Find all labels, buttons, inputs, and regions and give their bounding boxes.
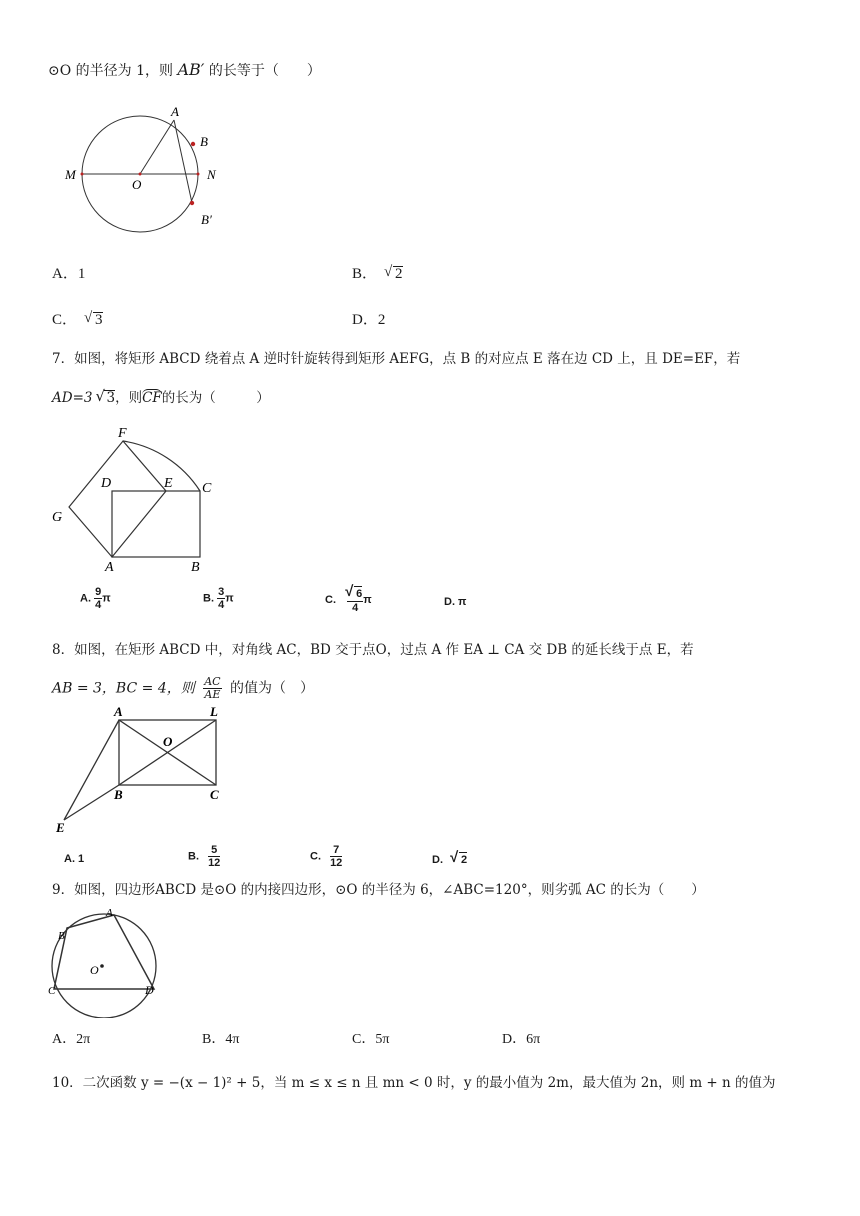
q7-line1: 7．如图，将矩形 ABCD 绕着点 A 逆时针旋转得到矩形 AEFG，点 B 的对应点 E 落在边 CD 上，且 DE=EF，若 <box>52 351 741 367</box>
q6-option-c-value: √ 3 <box>93 312 103 327</box>
q7-line2 <box>52 386 270 406</box>
q7-option-b-pi: π <box>225 592 234 605</box>
q9-option-a[interactable]: A．2π <box>52 1032 91 1047</box>
q8-line2-text-b: 的值为（ ） <box>230 680 315 697</box>
q6-option-a[interactable]: A．1 <box>52 266 86 282</box>
q8-option-d[interactable] <box>432 852 467 867</box>
q6-option-b-value: √ 2 <box>393 266 403 281</box>
q7-rectangle-figure <box>48 425 228 580</box>
q7-option-a-label: A. <box>80 592 91 605</box>
q9-option-c[interactable]: C．5π <box>352 1032 390 1047</box>
q7-option-c-num-wrap <box>347 586 363 602</box>
q8-option-b-label: B. <box>188 850 199 863</box>
q8-option-b-den: 12 <box>208 857 221 869</box>
q6-label-a: A <box>171 104 179 119</box>
q7-label-d: D <box>101 476 112 491</box>
q8-segment-ae <box>64 720 119 820</box>
q9-center-dot <box>100 964 104 968</box>
q9-label-a: A <box>106 907 113 919</box>
q7-option-b[interactable] <box>203 586 234 611</box>
q7-option-a-pi: π <box>102 592 111 605</box>
q6-point-b-prime <box>190 201 194 205</box>
q8-option-b-num: 5 <box>208 844 220 857</box>
q7-option-c-frac <box>347 586 363 614</box>
q6-option-c[interactable] <box>52 308 103 329</box>
q8-option-d-value: √ 2 <box>459 852 467 867</box>
q7-option-d[interactable]: D. π <box>444 596 467 608</box>
q9-option-d[interactable]: D．6π <box>502 1032 541 1047</box>
q6-label-b-prime: B′ <box>201 212 212 227</box>
q8-option-c-label: C. <box>310 850 321 863</box>
q8-label-a: A <box>114 704 123 719</box>
q7-label-e: E <box>164 476 173 491</box>
q6-segment-oa <box>140 120 174 174</box>
q8-label-l: L <box>210 704 218 719</box>
q6-stem-text-b: 的长等于（ ） <box>204 63 321 79</box>
q9-line1: 9．如图，四边形ABCD 是⊙O 的内接四边形，⊙O 的半径为 6，∠ABC=120°，则劣弧 AC 的长为（ ） <box>52 882 705 898</box>
q6-label-b: B <box>200 134 208 149</box>
q9-circle <box>52 914 156 1018</box>
q7-option-a-frac <box>94 586 102 611</box>
q6-stem <box>48 60 321 80</box>
q6-point-n <box>197 173 200 176</box>
q6-point-o <box>139 173 142 176</box>
q7-rect-abcd <box>112 491 200 557</box>
q6-option-b[interactable] <box>352 262 403 283</box>
q7-label-c: C <box>202 481 212 496</box>
q7-option-c-label: C. <box>325 593 336 606</box>
q7-option-b-frac <box>217 586 225 611</box>
q7-option-a-den: 4 <box>95 599 102 611</box>
q7-option-b-num: 3 <box>218 586 225 598</box>
q8-label-e: E <box>56 820 65 835</box>
q8-label-c: C <box>210 787 219 802</box>
q7-line2-ad: AD=3 <box>52 390 93 406</box>
q7-option-c-den: 4 <box>352 602 359 614</box>
q8-frac <box>203 676 221 701</box>
q7-option-c-pi: π <box>363 593 372 606</box>
q6-stem-text-a: ⊙O 的半径为 1，则 <box>48 63 178 79</box>
q7-option-b-label: B. <box>203 592 214 605</box>
q8-frac-num: AC <box>204 675 221 688</box>
q7-line2-text-b: ，则 <box>115 390 143 406</box>
q8-rectangle-figure <box>50 702 230 837</box>
q7-line2-arc: CF <box>142 390 162 406</box>
q7-option-b-den: 4 <box>218 599 225 611</box>
q9-label-o: O <box>90 963 99 977</box>
q7-label-a: A <box>105 560 114 575</box>
q7-arc-cf <box>123 441 200 491</box>
q8-option-d-label: D. <box>432 854 443 866</box>
q6-label-m: M <box>65 167 76 182</box>
q6-label-n: N <box>207 167 216 182</box>
q8-line2 <box>52 676 314 701</box>
q6-option-d[interactable]: D．2 <box>352 312 386 328</box>
q7-label-f: F <box>118 426 127 441</box>
q6-label-o: O <box>132 177 142 192</box>
q8-option-c-num: 7 <box>330 844 342 857</box>
q6-stem-ab: AB′ <box>177 60 205 79</box>
q6-point-m <box>81 173 84 176</box>
q7-option-a-num: 9 <box>95 586 102 598</box>
q7-option-c-num: √ 6 <box>354 586 362 601</box>
q9-label-d: D <box>145 983 154 997</box>
q9-option-b[interactable]: B．4π <box>202 1032 240 1047</box>
q8-label-b: B <box>114 787 123 802</box>
q9-quadrilateral-abcd <box>54 915 154 989</box>
q8-option-b-frac <box>208 844 220 869</box>
q8-option-a[interactable]: A. 1 <box>64 853 85 865</box>
q7-line2-sqrt: √ 3 <box>104 390 115 405</box>
q8-frac-den: AE <box>204 688 221 701</box>
q6-segment-ab-prime <box>174 120 192 203</box>
q7-option-c[interactable] <box>325 586 372 614</box>
q6-option-c-label: C． <box>52 312 78 328</box>
q9-circle-figure <box>44 906 169 1018</box>
q6-option-b-label: B． <box>352 266 378 282</box>
q8-option-c-den: 12 <box>330 857 343 869</box>
q9-label-c: C <box>48 985 56 997</box>
q8-line2-text-a: AB = 3，BC = 4，则 <box>52 680 195 697</box>
q7-label-b: B <box>191 560 200 575</box>
q7-rect-aefg <box>69 441 166 557</box>
q9-label-b: B <box>58 930 65 942</box>
q8-option-c[interactable] <box>310 844 342 869</box>
q8-option-c-frac <box>330 844 342 869</box>
q8-label-o: O <box>163 734 173 749</box>
q8-option-b[interactable] <box>188 844 220 869</box>
q7-label-g: G <box>52 510 63 525</box>
q6-point-b <box>191 142 195 146</box>
q8-line1: 8．如图，在矩形 ABCD 中，对角线 AC，BD 交于点O，过点 A 作 EA ⊥ CA 交 DB 的延长线于点 E，若 <box>52 642 694 658</box>
q10-line1: 10．二次函数 y = −(x − 1)² + 5，当 m ≤ x ≤ n 且 mn < 0 时，y 的最小值为 2m，最大值为 2n，则 m + n 的值为 <box>52 1075 776 1091</box>
q6-circle-figure <box>55 100 235 235</box>
q7-line2-text-c: 的长为（ ） <box>161 390 270 406</box>
q8-segment-be <box>64 785 119 820</box>
q7-option-a[interactable] <box>80 586 111 611</box>
